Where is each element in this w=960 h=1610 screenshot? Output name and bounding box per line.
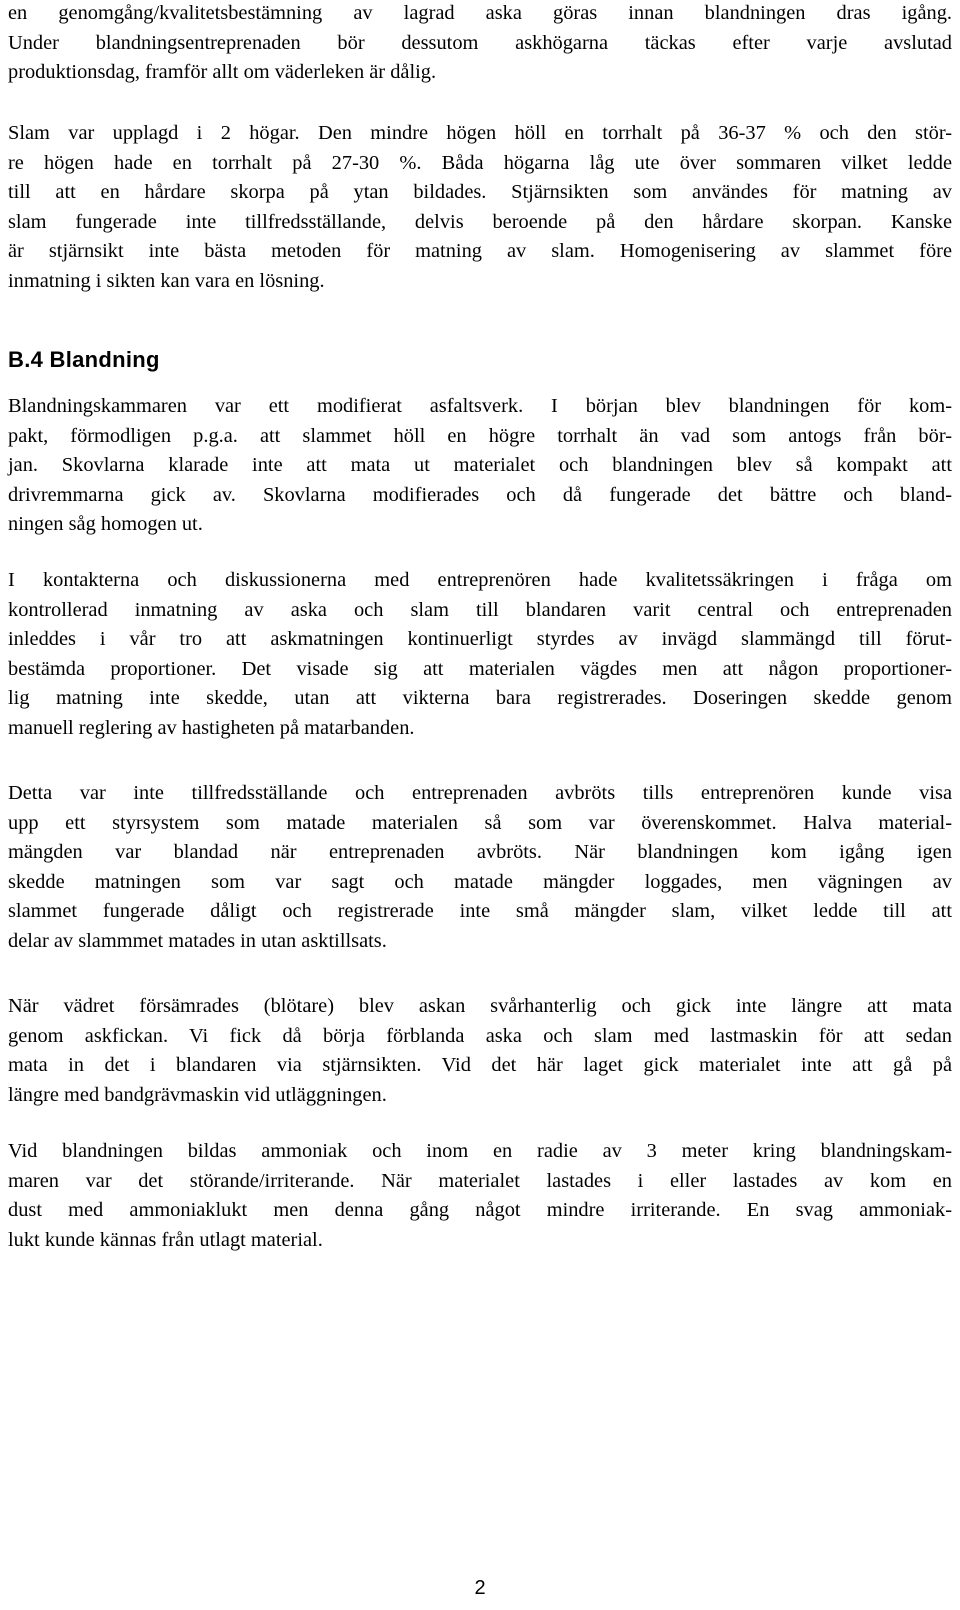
paragraph-mixing-chamber xyxy=(8,392,952,540)
text-line: slam fungerade inte tillfredsställande, delvis beroende på den hårdare skorpan. Kanske xyxy=(8,210,952,233)
text-line: upp ett styrsystem som matade materialen så som var överenskommet. Halva material- xyxy=(8,811,952,834)
section-heading: B.4 Blandning xyxy=(8,347,160,372)
text-line: lukt kunde kännas från utlagt material. xyxy=(8,1228,323,1251)
text-line: Under blandningsentreprenaden bör dessutom askhögarna täckas efter varje avslutad xyxy=(8,31,952,54)
text-line: produktionsdag, framför allt om väderleken är dålig. xyxy=(8,61,437,84)
text-line: Detta var inte tillfredsställande och entreprenaden avbröts tills entreprenören kunde visa xyxy=(8,782,952,804)
text-line: jan. Skovlarna klarade inte att mata ut materialet och blandningen blev så kompakt att xyxy=(8,454,952,477)
text-line: drivremmarna gick av. Skovlarna modifierades och då fungerade det bättre och bland- xyxy=(8,483,952,506)
text-line: till att en hårdare skorpa på ytan bildades. Stjärnsikten som användes för matning av xyxy=(8,181,952,204)
text-line: delar av slammmet matades in utan asktillsats. xyxy=(8,929,387,952)
text-line: slammet fungerade dåligt och registrerade inte små mängder slam, vilket ledde till att xyxy=(8,900,952,923)
text-line: är stjärnsikt inte bästa metoden för matning av slam. Homogenisering av slammet före xyxy=(8,240,952,263)
text-line: Slam var upplagd i 2 högar. Den mindre högen höll en torrhalt på 36-37 % och den stör- xyxy=(8,122,952,144)
text-line: skedde matningen som var sagt och matade mängder loggades, men vägningen av xyxy=(8,870,952,893)
text-line: bestämda proportioner. Det visade sig att materialen vägdes men att någon proportioner- xyxy=(8,657,952,680)
text-line: maren var det störande/irriterande. När materialet lastades i eller lastades av kom en xyxy=(8,1169,952,1192)
paragraph-quality-assurance xyxy=(8,566,952,744)
paragraph-weather xyxy=(8,992,952,1110)
paragraph-ammonia xyxy=(8,1137,952,1255)
text-line: re högen hade en torrhalt på 27-30 %. Båda högarna låg ute över sommaren vilket ledde xyxy=(8,151,952,174)
text-line: mängden var blandad när entreprenaden avbröts. När blandningen kom igång igen xyxy=(8,841,952,864)
text-line: en genomgång/kvalitetsbestämning av lagrad aska göras innan blandningen dras igång. xyxy=(8,2,952,24)
text-line: genom askfickan. Vi fick då börja förblanda aska och slam med lastmaskin för att sedan xyxy=(8,1024,952,1047)
paragraph-control-system xyxy=(8,779,952,957)
text-line: ningen såg homogen ut. xyxy=(8,513,203,536)
text-line: När vädret försämrades (blötare) blev askan svårhanterlig och gick inte längre att mata xyxy=(8,995,952,1017)
paragraph-sludge-heaps xyxy=(8,119,952,297)
text-line: lig matning inte skedde, utan att vikterna bara registrerades. Doseringen skedde genom xyxy=(8,687,952,710)
text-line: pakt, förmodligen p.g.a. att slammet höll en högre torrhalt än vad som antogs från bör- xyxy=(8,424,952,447)
paragraph-ash-storage xyxy=(8,0,952,88)
text-line: Vid blandningen bildas ammoniak och inom en radie av 3 meter kring blandningskam- xyxy=(8,1140,952,1162)
text-line: manuell reglering av hastigheten på matarbanden. xyxy=(8,716,415,739)
text-line: inleddes i vår tro att askmatningen kontinuerligt styrdes av invägd slammängd till förut- xyxy=(8,628,952,651)
text-line: kontrollerad inmatning av aska och slam till blandaren varit central och entreprenaden xyxy=(8,598,952,621)
text-line: dust med ammoniaklukt men denna gång något mindre irriterande. En svag ammoniak- xyxy=(8,1199,952,1222)
text-line: längre med bandgrävmaskin vid utläggningen. xyxy=(8,1083,387,1106)
text-line: inmatning i sikten kan vara en lösning. xyxy=(8,269,325,292)
text-line: I kontakterna och diskussionerna med entreprenören hade kvalitetssäkringen i fråga om xyxy=(8,569,952,591)
page-number: 2 xyxy=(474,1577,486,1599)
text-line: mata in det i blandaren via stjärnsikten. Vid det här laget gick materialet inte att gå på xyxy=(8,1054,952,1077)
text-line: Blandningskammaren var ett modifierat asfaltsverk. I början blev blandningen för kom- xyxy=(8,395,952,417)
